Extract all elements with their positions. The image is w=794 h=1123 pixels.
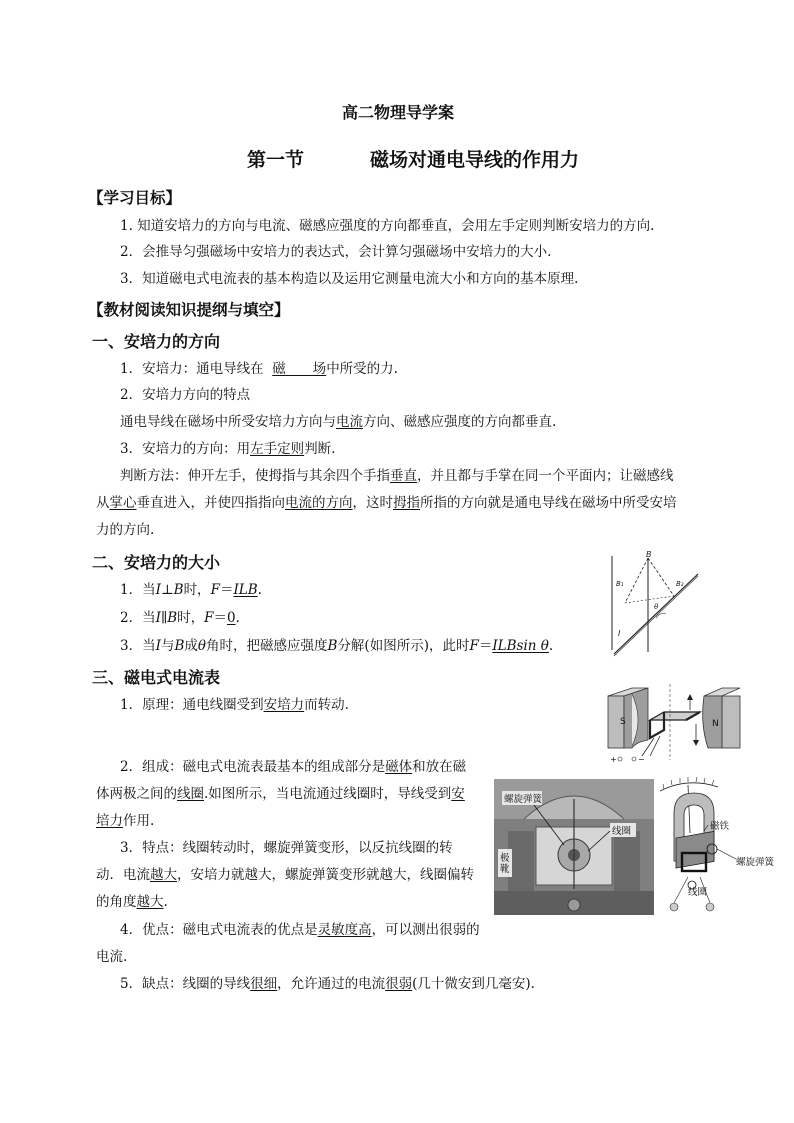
s3-line-7: 的角度越大.: [96, 894, 168, 910]
s3-line-9: 电流.: [96, 949, 128, 965]
s1-line-3: 通电导线在磁场中所受安培力方向与电流方向、磁感应强度的方向都垂直.: [120, 414, 557, 430]
blank-peili: 培力: [96, 813, 123, 829]
s3-line-2: 2．组成：磁电式电流表最基本的组成部分是磁体和放在磁: [120, 759, 467, 775]
reading-heading: 【教材阅读知识提纲与填空】: [88, 301, 290, 319]
fig-label-B: B: [646, 550, 652, 559]
s1-line-4: 3．安培力的方向：用左手定则判断.: [120, 441, 336, 457]
goals-heading: 【学习目标】: [88, 189, 182, 207]
s1-line-1: 1．安培力：通电导线在 磁 场中所受的力.: [120, 361, 398, 377]
fig-label-S: S: [620, 717, 626, 727]
blank-current-direction: 电流的方向: [285, 495, 353, 511]
fig-label-N: N: [712, 719, 719, 729]
photo-label-pole: 极靴: [500, 853, 510, 875]
blank-current: 电流: [336, 414, 363, 430]
blank-larger-angle: 越大: [136, 894, 164, 910]
s1-line-5: 判断方法：伸开左手，使拇指与其余四个手指垂直，并且都与手掌在同一个平面内；让磁感线: [120, 468, 674, 484]
ammeter-photo-figure: [494, 779, 654, 915]
blank-thumb: 拇指: [393, 495, 420, 511]
s3-line-1: 1．原理：通电线圈受到安培力而转动.: [120, 697, 349, 713]
s3-line-10: 5．缺点：线圈的导线很细，允许通过的电流很弱(几十微安到几毫安).: [120, 976, 535, 992]
field-decomposition-figure: [600, 548, 710, 658]
blank-magnetic-field: 磁 场: [272, 361, 327, 377]
section-3-heading: 三、磁电式电流表: [92, 668, 221, 687]
ammeter-schematic-figure: [648, 773, 794, 919]
fig-label-B2: B₂: [676, 580, 684, 588]
diag-label-coil: 线圈: [688, 887, 708, 898]
s2-line-1: 1．当I⊥B时，F＝ILB.: [120, 582, 262, 598]
fig-label-plus: +: [610, 755, 617, 764]
blank-high-sensitivity: 灵敏度高: [317, 922, 372, 938]
blank-perpendicular: 垂直: [390, 468, 417, 484]
section-2-heading: 二、安培力的大小: [92, 553, 221, 572]
fig-label-I: I: [618, 629, 621, 638]
photo-label-coil: 线圈: [612, 826, 632, 837]
fig-label-minus: −: [638, 755, 645, 764]
doc-title: 高二物理导学案: [342, 103, 455, 122]
blank-ilb: ILB: [233, 582, 258, 598]
blank-ilbsin: ILBsin θ: [492, 638, 549, 654]
blank-ampere-force: 安培力: [263, 697, 305, 713]
blank-thin: 很细: [250, 976, 278, 992]
section-name: 磁场对通电导线的作用力: [370, 149, 580, 171]
s1-line-6: 从掌心垂直进入，并使四指指向电流的方向，这时拇指所指的方向就是通电导线在磁场中所受安培: [96, 495, 677, 511]
s3-line-3: 体两极之间的线圈.如图所示，当电流通过线圈时，导线受到安: [96, 786, 465, 802]
section-number: 第一节: [247, 149, 305, 171]
s2-line-3: 3．当I与B成θ角时，把磁感应强度B分解(如图所示)，此时F＝ILBsin θ.: [120, 638, 554, 654]
blank-left-hand-rule: 左手定则: [250, 441, 305, 457]
goal-item-3: 3．知道磁电式电流表的基本构造以及运用它测量电流大小和方向的基本原理.: [120, 271, 579, 287]
blank-weak: 很弱: [385, 976, 413, 992]
diag-label-spring: 螺旋弹簧: [736, 857, 775, 868]
s3-line-8: 4．优点：磁电式电流表的优点是灵敏度高，可以测出很弱的: [120, 922, 480, 938]
fig-label-B1: B₁: [616, 580, 624, 588]
blank-zero: 0: [226, 610, 236, 626]
blank-magnet: 磁体: [385, 759, 413, 775]
s3-line-5: 3．特点：线圈转动时，螺旋弹簧变形，以反抗线圈的转: [120, 840, 453, 856]
s2-line-2: 2．当I∥B时，F＝0.: [120, 610, 240, 626]
photo-label-spring: 螺旋弹簧: [504, 794, 543, 805]
blank-larger-current: 越大: [150, 867, 177, 883]
blank-palm: 掌心: [109, 495, 137, 511]
s1-line-7: 力的方向.: [96, 522, 155, 538]
goal-item-1: 1. 知道安培力的方向与电流、磁感应强度的方向都垂直，会用左手定则判断安培力的方向.: [120, 218, 655, 234]
s1-line-2: 2．安培力方向的特点: [120, 387, 251, 403]
s3-line-6: 动．电流越大，安培力就越大，螺旋弹簧变形就越大，线圈偏转: [96, 867, 474, 883]
section-1-heading: 一、安培力的方向: [92, 332, 221, 351]
fig-label-theta: θ: [654, 603, 659, 611]
diag-label-magnet: 磁铁: [710, 821, 730, 832]
blank-coil: 线圈: [177, 786, 204, 802]
coil-magnet-figure: [604, 680, 744, 764]
section-title: [247, 145, 579, 172]
goal-item-2: 2．会推导匀强磁场中安培力的表达式，会计算匀强磁场中安培力的大小.: [120, 244, 552, 260]
blank-an: 安: [451, 786, 465, 802]
s3-line-4: 培力作用.: [96, 813, 155, 829]
